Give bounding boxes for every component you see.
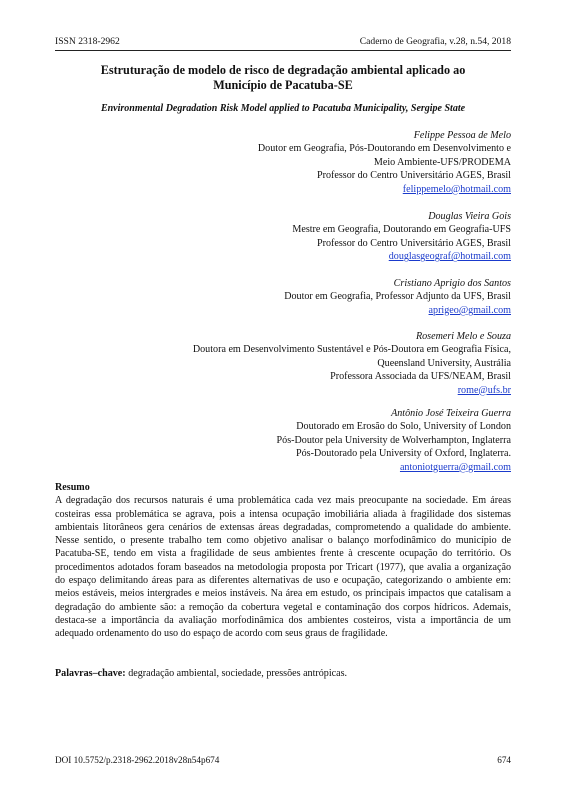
keywords-line xyxy=(55,668,511,679)
author-email-link[interactable]: rome@ufs.br xyxy=(457,384,511,396)
author-affiliation: Professor do Centro Universitário AGES, Brasil xyxy=(316,237,511,249)
journal-citation: Caderno de Geografia, v.28, n.54, 2018 xyxy=(359,36,511,47)
author-affiliation: Pós-Doutor pela University de Wolverhampton, Inglaterra xyxy=(276,434,511,446)
issn-label: ISSN 2318-2962 xyxy=(55,36,120,47)
page-header xyxy=(55,36,511,51)
author-affiliation: Pós-Doutorado pela University of Oxford, Inglaterra. xyxy=(296,448,511,460)
page-number: 674 xyxy=(497,755,511,765)
author-email-link[interactable]: felippemelo@hotmail.com xyxy=(402,183,511,195)
author-name: Felippe Pessoa de Melo xyxy=(413,130,511,141)
author-name: Cristiano Aprigio dos Santos xyxy=(393,278,511,289)
doi-label: DOI 10.5752/p.2318-2962.2018v28n54p674 xyxy=(55,755,220,765)
author-email-link[interactable]: antoniotguerra@gmail.com xyxy=(399,461,511,473)
author-email-link[interactable]: douglasgeograf@hotmail.com xyxy=(388,251,511,263)
author-affiliation: Professora Associada da UFS/NEAM, Brasil xyxy=(330,371,511,383)
article-title xyxy=(55,63,511,93)
author-name: Rosemeri Melo e Souza xyxy=(415,331,511,342)
abstract-text: A degradação dos recursos naturais é uma problemática cada vez mais preocupante na sociedade. Em áreas costeiras essa problemática se agrava, pois a intensa ocupação imobiliária aliada à fragilidade dos sistemas ambientais litorâneos gera cenários de extensas áreas degradadas, comprometendo a qualidade do ambiente. Nesse sentido, o presente trabalho tem como objetivo analisar o balanço morfodinâmico do município de Pacatuba-SE, tendo em vista a fragilidade de seus ambientes frente à crescente ocupação do território. Os procedimentos adotados foram baseados na metodologia proposta por Tricart (1977), que avalia a organização do espaço delimitando áreas para as diferentes alternativas de uso e ocupação, categorizando o ambiente em: meios estáveis, meios intergrades e meios instáveis. Na área em estudo, os principais impactos que catalisam a degradação do ambiente são: a remoção da cobertura vegetal e contaminação dos corpos hídricos. Ademais, destaca-se a importância da avaliação morfodinâmica dos ambientes costeiros, vista a importância de um adequado ordenamento do uso do espaço de acordo com seus graus de fragilidade. xyxy=(55,495,511,640)
abstract-section xyxy=(55,481,511,641)
title-line-2: Município de Pacatuba-SE xyxy=(213,78,353,92)
keywords-text: degradação ambiental, sociedade, pressões antrópicas. xyxy=(128,668,348,679)
author-block-4 xyxy=(193,330,511,397)
author-affiliation: Doutor em Geografia, Pós-Doutorando em Desenvolvimento e xyxy=(257,143,511,155)
english-title: Environmental Degradation Risk Model applied to Pacatuba Municipality, Sergipe State xyxy=(100,103,466,114)
author-name: Antônio José Teixeira Guerra xyxy=(391,408,511,419)
title-line-1: Estruturação de modelo de risco de degradação ambiental aplicado ao xyxy=(100,63,466,77)
page-footer xyxy=(55,755,511,765)
author-block-1 xyxy=(258,129,511,196)
author-affiliation: Doutora em Desenvolvimento Sustentável e Pós-Doutora em Geografia Física, xyxy=(192,344,511,356)
author-affiliation: Mestre em Geografia, Doutorando em Geografia-UFS xyxy=(292,224,511,236)
author-name: Douglas Vieira Gois xyxy=(428,211,511,222)
author-affiliation: Professor do Centro Universitário AGES, Brasil xyxy=(316,170,511,182)
author-block-3 xyxy=(284,277,511,317)
author-block-5 xyxy=(277,407,511,474)
abstract-heading: Resumo xyxy=(55,482,90,493)
author-email-link[interactable]: aprigeo@gmail.com xyxy=(428,304,511,316)
keywords-label: Palavras–chave: xyxy=(55,668,126,679)
author-affiliation: Meio Ambiente-UFS/PRODEMA xyxy=(373,156,511,168)
author-affiliation: Doutor em Geografia, Professor Adjunto da UFS, Brasil xyxy=(284,291,511,303)
author-block-2 xyxy=(292,210,511,264)
author-affiliation: Doutorado em Erosão do Solo, University of London xyxy=(296,421,511,433)
author-affiliation: Queensland University, Austrália xyxy=(377,357,511,369)
